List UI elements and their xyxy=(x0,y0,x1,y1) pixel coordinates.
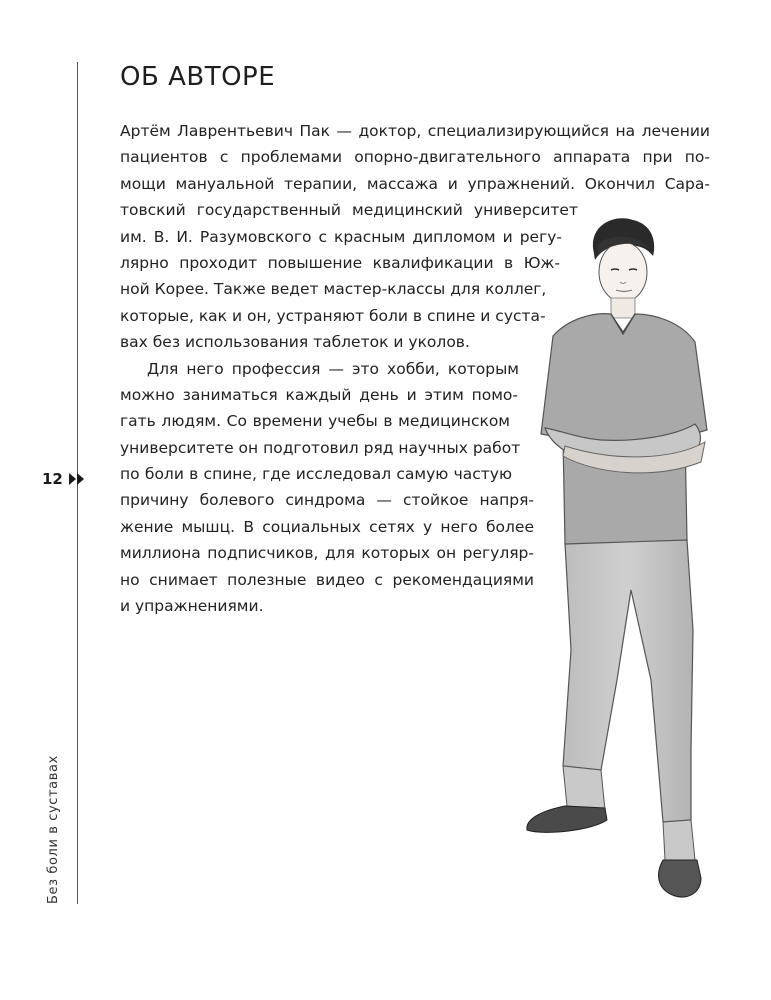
bio-line: ной Корее. Также ведет мастер-классы для коллег, xyxy=(120,280,547,299)
bio-line: университете он подготовил ряд научных работ xyxy=(120,438,521,457)
bio-line: Для него профессия — это хобби, которым xyxy=(147,359,519,378)
page-title: ОБ АВТОРЕ xyxy=(120,62,276,92)
author-bio xyxy=(120,118,710,619)
bio-line: пациентов с проблемами опорно-двигательного аппарата при по- xyxy=(120,148,710,167)
bio-line: товский государственный медицинский университет xyxy=(120,201,578,220)
page-number: 12 xyxy=(42,470,63,488)
bio-line: можно заниматься каждый день и этим помо- xyxy=(120,385,518,404)
bio-line: Артём Лаврентьевич Пак — доктор, специализирующийся на лечении xyxy=(120,122,710,140)
bio-line: жение мышц. В социальных сетях у него более xyxy=(120,517,534,536)
bio-line: вах без использования таблеток и уколов. xyxy=(120,333,470,352)
bio-line: которые, как и он, устраняют боли в спине и суста- xyxy=(120,306,546,325)
bio-line: причину болевого синдрома — стойкое напря- xyxy=(120,491,534,510)
bio-line: им. В. И. Разумовского с красным дипломом и регу- xyxy=(120,227,562,246)
double-triangle-right-icon xyxy=(69,473,85,485)
bio-line: мощи мануальной терапии, массажа и упражнений. Окончил Сара- xyxy=(120,174,710,193)
bio-line: лярно проходит повышение квалификации в Юж- xyxy=(120,253,560,272)
bio-line: гать людям. Со времени учебы в медицинском xyxy=(120,412,510,431)
running-head: Без боли в суставах xyxy=(46,755,61,904)
bio-line: миллиона подписчиков, для которых он регуляр- xyxy=(120,544,534,563)
page-number-marker xyxy=(42,470,85,488)
bio-line: но снимает полезные видео с рекомендациями xyxy=(120,570,534,589)
bio-line: по боли в спине, где исследовал самую частую xyxy=(120,465,512,484)
bio-line: и упражнениями. xyxy=(120,597,264,616)
